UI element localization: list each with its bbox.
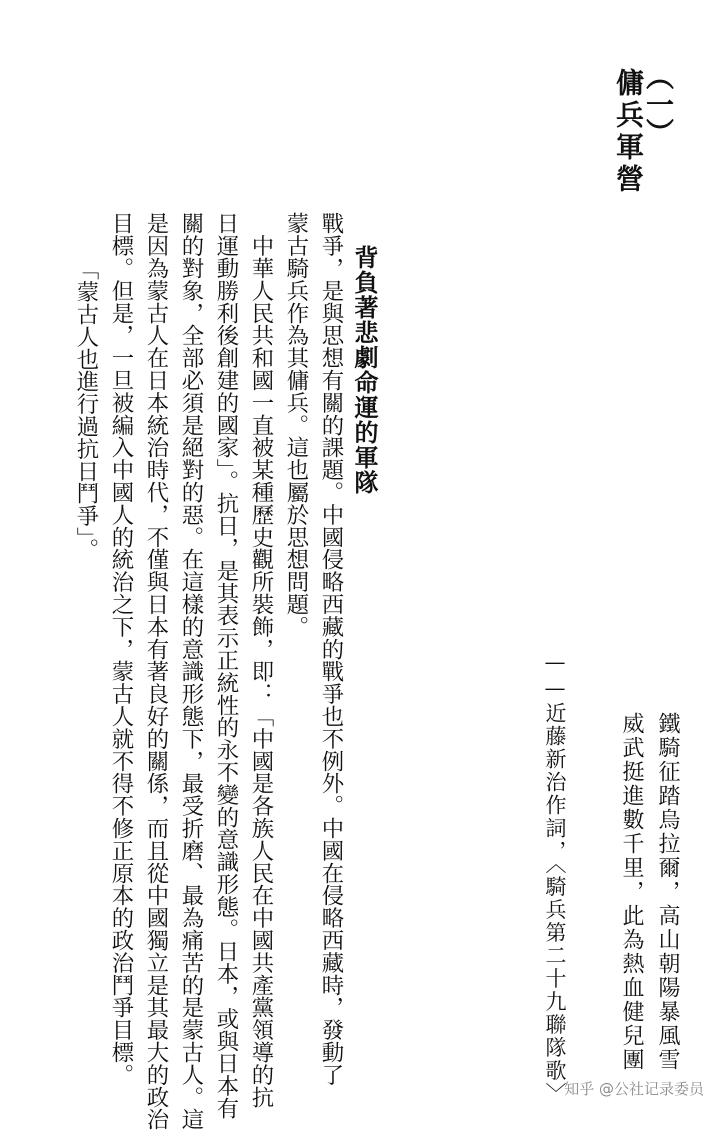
chapter-number: （一） <box>642 62 675 146</box>
epigraph-line-1: 鐵騎征踏烏拉爾，高山朝陽暴風雪 <box>655 712 680 1072</box>
epigraph-line-2: 威武挺進數千里，此為熱血健兒團 <box>619 712 644 1072</box>
body-line-2: 蒙古騎兵作為其傭兵。這也屬於思想問題。 <box>283 212 309 638</box>
chapter-title: 傭兵軍營 <box>612 68 645 196</box>
body-line-1: 戰爭，是與思想有關的課題。中國侵略西藏的戰爭也不例外。中國在侵略西藏時，發動了 <box>318 212 344 1086</box>
body-line-6: 是因為蒙古人在日本統治時代，不僅與日本有著良好的關係，而且從中國獨立是其最大的政治 <box>143 212 169 1130</box>
body-line-3: 中華人民共和國一直被某種歷史觀所裝飾，即：「中國是各族人民在中國共產黨領導的抗 <box>248 212 274 1108</box>
watermark: 知乎 @公社记录委员 <box>564 1080 704 1098</box>
body-line-8: 「蒙古人也進行過抗日鬥爭」。 <box>73 258 99 561</box>
body-line-4: 日運動勝利後創建的國家」。抗日，是其表示正統性的永不變的意識形態。日本，或與日本有 <box>213 212 239 1120</box>
section-heading: 背負著悲劇命運的軍隊 <box>350 245 378 495</box>
body-line-5: 關的對象，全部必須是絕對的惡。在這樣的意識形態下，最受折磨、最為痛苦的是蒙古人。這 <box>178 212 204 1130</box>
epigraph-attribution: ——近藤新治作詞，〈騎兵第二十九聯隊歌〉 <box>543 650 567 1106</box>
body-line-7: 目標。但是，一旦被編入中國人的統治之下，蒙古人就不得不修正原本的政治鬥爭目標。 <box>108 212 134 1086</box>
